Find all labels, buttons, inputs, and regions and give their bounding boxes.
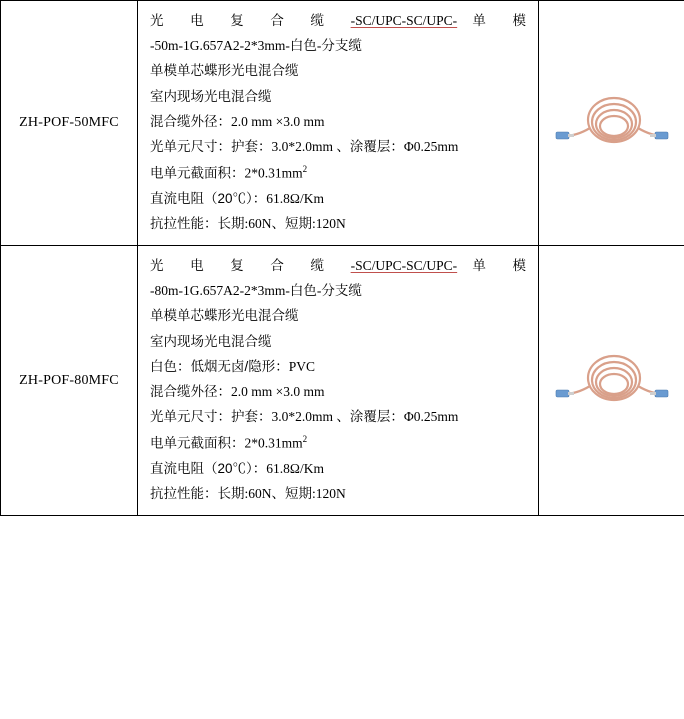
desc-line-7 [150,405,528,430]
desc-seg-spec: -50m-1G.657A2-2*3mm- [150,38,290,54]
product-code: ZH-POF-80MFC [19,372,119,388]
desc-seg-label: 光单元尺寸：护套： [150,409,272,425]
desc-seg-value: :60N [244,215,272,231]
desc-seg-mode: 单 模 [457,13,526,28]
desc-line-4 [150,330,528,355]
desc-line-7 [150,160,528,187]
desc-seg-value2: Φ0.25mm [403,409,459,425]
desc-line-8 [150,187,528,212]
desc-seg-label: 抗拉性能：长期 [150,215,245,231]
desc-seg-value2: :120N [312,486,346,502]
desc-seg-superscript: 2 [302,434,308,445]
connector-left-icon [556,390,569,397]
desc-line-3 [150,304,528,329]
desc-line-1 [150,9,528,34]
desc-seg-connector-type: -SC/UPC-SC/UPC- [350,258,458,274]
desc-line-2 [150,279,528,304]
desc-seg-branch: 分支缆 [321,38,362,54]
cable-coil-image [552,88,672,158]
desc-seg-label: 直流电阻（20℃）： [150,190,267,206]
desc-seg-text: 单模单芯蝶形光电混合缆 [150,63,299,79]
connector-right-icon [655,132,668,139]
desc-seg-label: 直流电阻（20℃）： [150,460,267,476]
desc-line-5 [150,110,528,135]
desc-seg-label: 抗拉性能：长期 [150,486,245,502]
table-row [1,1,684,246]
desc-seg-value: :60N [244,486,272,502]
desc-seg-value: 3.0*2.0mm [271,138,337,154]
desc-line-5 [150,355,528,380]
table-row [1,246,684,516]
desc-seg-color: 白色 [289,38,317,54]
desc-line-9 [150,457,528,482]
desc-seg-value: 3.0*2.0mm [271,409,337,425]
desc-seg-value2: Φ0.25mm [403,138,459,154]
desc-line-2 [150,34,528,59]
desc-seg-value: 61.8Ω/Km [266,460,324,476]
desc-seg-text: 室内现场光电混合缆 [150,333,272,349]
description-lines [138,246,538,515]
product-image-cell [539,246,684,516]
desc-seg-text: 光 电 复 合 缆 [150,258,351,274]
product-description-cell [138,1,539,246]
desc-seg-dash: - [316,283,322,299]
description-lines [138,1,538,245]
desc-seg-dash: - [316,38,322,54]
desc-seg-label2: 、涂覆层： [336,409,404,425]
desc-seg-label: 混合缆外径： [150,113,231,129]
desc-seg-label: 电单元截面积： [150,165,245,181]
desc-seg-branch: 分支缆 [321,283,362,299]
desc-seg-value: 2.0 mm ×3.0 mm [231,383,325,399]
table-body [1,1,684,516]
desc-seg-value: 2*0.31mm [244,165,303,181]
desc-seg-label: 电单元截面积： [150,435,245,451]
desc-line-6 [150,135,528,160]
connector-right-icon [655,390,668,397]
desc-seg-connector-type: -SC/UPC-SC/UPC- [350,13,458,28]
desc-seg-superscript: 2 [302,164,308,175]
desc-seg-label: 白色：低烟无卤/隐形： [150,358,289,374]
desc-line-8 [150,430,528,457]
desc-seg-label2: 、涂覆层： [336,138,404,154]
desc-seg-text: 单模单芯蝶形光电混合缆 [150,308,299,324]
desc-line-1 [150,254,528,279]
desc-seg-value: 2.0 mm ×3.0 mm [231,113,325,129]
desc-seg-value: 2*0.31mm [244,435,303,451]
desc-line-10 [150,482,528,507]
product-description-cell [138,246,539,516]
desc-line-9 [150,212,528,237]
desc-seg-label2: 、短期 [271,215,312,231]
product-code: ZH-POF-50MFC [19,115,119,131]
desc-seg-value: 61.8Ω/Km [266,190,324,206]
desc-seg-mode: 单 模 [457,258,526,274]
desc-seg-label2: 、短期 [271,486,312,502]
product-image-cell [539,1,684,246]
desc-seg-text: 光 电 复 合 缆 [150,13,351,28]
desc-line-3 [150,59,528,84]
desc-seg-color: 白色 [289,283,317,299]
desc-line-6 [150,380,528,405]
desc-seg-value2: :120N [312,215,346,231]
desc-seg-text: 室内现场光电混合缆 [150,88,272,104]
connector-left-icon [556,132,569,139]
desc-seg-spec: -80m-1G.657A2-2*3mm- [150,283,290,299]
desc-seg-label: 光单元尺寸：护套： [150,138,272,154]
cable-coil-image [552,346,672,416]
desc-seg-label: 混合缆外径： [150,383,231,399]
desc-line-4 [150,85,528,110]
product-code-cell [1,1,138,246]
desc-seg-value: PVC [288,358,316,374]
product-code-cell [1,246,138,516]
